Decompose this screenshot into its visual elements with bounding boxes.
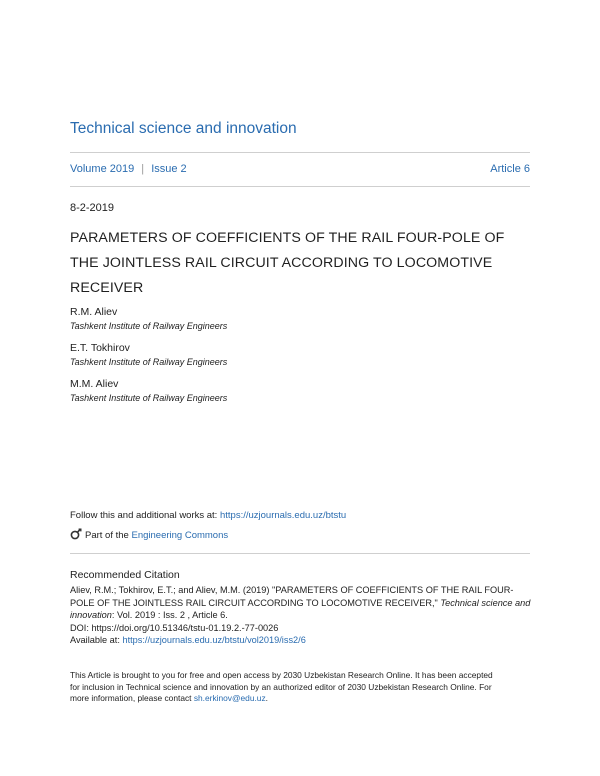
article-link[interactable]: Article 6 xyxy=(490,163,530,175)
title-line: RECEIVER xyxy=(70,280,144,296)
citation-body xyxy=(70,584,540,647)
contact-email-link[interactable]: sh.erkinov@edu.uz xyxy=(193,693,266,704)
author-affiliation: Tashkent Institute of Railway Engineers xyxy=(70,357,228,367)
citation-line xyxy=(70,609,540,622)
citation-text: : Vol. 2019 : Iss. 2 , Article 6. xyxy=(111,610,228,621)
citation-available xyxy=(70,634,540,647)
meta-divider xyxy=(70,186,530,187)
follow-text: Follow this and additional works at: xyxy=(70,510,220,521)
article-title xyxy=(70,226,530,301)
article-url-link[interactable]: https://uzjournals.edu.uz/btstu/vol2019/iss2/6 xyxy=(122,635,306,646)
access-notice xyxy=(70,670,540,705)
notice-line xyxy=(70,693,540,705)
part-of-line xyxy=(70,528,228,543)
notice-text: . xyxy=(265,693,268,704)
citation-line: Aliev, R.M.; Tokhirov, E.T.; and Aliev, M.M. (2019) "PARAMETERS OF COEFFICIENTS OF THE RAIL FOUR- xyxy=(70,585,514,595)
open-access-icon xyxy=(70,528,82,543)
citation-divider xyxy=(70,553,530,554)
notice-text: more information, please contact xyxy=(70,693,194,704)
citation-journal-italic: innovation xyxy=(70,610,112,621)
journal-title[interactable]: Technical science and innovation xyxy=(70,120,297,137)
volume-link[interactable]: Volume 2019 xyxy=(70,163,135,175)
part-of-text: Part of the xyxy=(85,530,132,541)
repository-link[interactable]: https://uzjournals.edu.uz/btstu xyxy=(219,510,347,521)
publication-date: 8-2-2019 xyxy=(70,202,115,214)
available-label: Available at: xyxy=(70,635,123,646)
issue-breadcrumb xyxy=(70,163,187,175)
issue-link[interactable]: Issue 2 xyxy=(151,163,187,175)
author-affiliation: Tashkent Institute of Railway Engineers xyxy=(70,321,228,331)
follow-line xyxy=(70,510,346,521)
engineering-commons-link[interactable]: Engineering Commons xyxy=(131,530,229,541)
author-affiliation: Tashkent Institute of Railway Engineers xyxy=(70,393,228,403)
citation-text: POLE OF THE JOINTLESS RAIL CIRCUIT ACCORDING TO LOCOMOTIVE RECEIVER," xyxy=(70,597,441,608)
notice-line: This Article is brought to you for free and open access by 2030 Uzbekistan Research Online. It has been accepted xyxy=(70,670,493,680)
author-name: M.M. Aliev xyxy=(70,378,119,390)
author-name: R.M. Aliev xyxy=(70,306,118,318)
citation-line xyxy=(70,597,540,610)
citation-journal-italic: Technical science and xyxy=(440,597,531,608)
citation-doi: DOI: https://doi.org/10.51346/tstu-01.19.2.-77-0026 xyxy=(70,622,279,633)
citation-heading: Recommended Citation xyxy=(70,569,180,581)
top-divider xyxy=(70,152,530,153)
breadcrumb-separator: | xyxy=(141,163,145,175)
notice-line: for inclusion in Technical science and innovation by an authorized editor of 2030 Uzbekistan Research Online. For xyxy=(70,681,492,692)
title-line: THE JOINTLESS RAIL CIRCUIT ACCORDING TO LOCOMOTIVE xyxy=(70,255,493,271)
title-line: PARAMETERS OF COEFFICIENTS OF THE RAIL FOUR-POLE OF xyxy=(70,230,505,246)
author-name: E.T. Tokhirov xyxy=(70,342,130,354)
